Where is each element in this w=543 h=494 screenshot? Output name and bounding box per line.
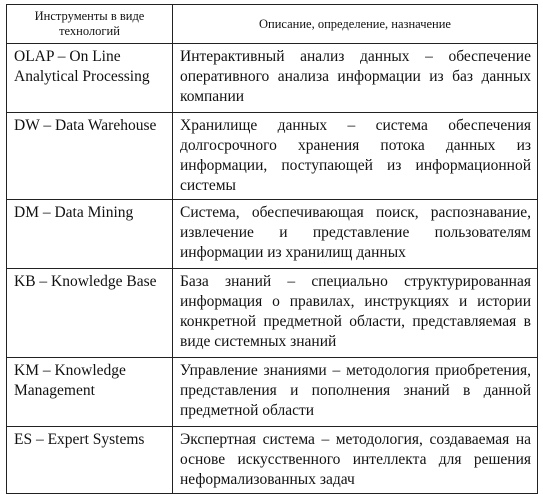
description-cell: Хранилище данных – система обеспечения долгосрочного хранения потока данных из информации, поступающей из информационной системы <box>173 113 538 200</box>
table-row <box>7 200 538 269</box>
table-header-row <box>7 5 538 44</box>
description-cell: База знаний – специально структурированная информация о правилах, инструкциях и истории конкретной предметной области, представляемая в виде системных знаний <box>173 269 538 358</box>
table-row <box>7 427 538 494</box>
table-row <box>7 44 538 113</box>
technology-tools-table <box>6 4 538 494</box>
table-row <box>7 113 538 200</box>
table-row <box>7 358 538 427</box>
description-cell: Управление знаниями – методология приобретения, представления и пополнения знаний в данной предметной области <box>173 358 538 427</box>
tool-cell: DM – Data Mining <box>7 200 173 269</box>
description-cell: Система, обеспечивающая поиск, распознавание, извлечение и представление пользователям информации из хранилищ данных <box>173 200 538 269</box>
column-header-description: Описание, определение, назначение <box>173 5 538 44</box>
description-cell: Экспертная система – методология, создаваемая на основе искусственного интеллекта для решения неформализованных задач <box>173 427 538 494</box>
tool-cell: OLAP – On Line Analytical Processing <box>7 44 173 113</box>
table-row <box>7 269 538 358</box>
tool-cell: DW – Data Warehouse <box>7 113 173 200</box>
description-cell: Интерактивный анализ данных – обеспечение оперативного анализа информации из баз данных компании <box>173 44 538 113</box>
tool-cell: ES – Expert Systems <box>7 427 173 494</box>
column-header-tools: Инструменты в виде технологий <box>7 5 173 44</box>
tool-cell: KB – Knowledge Base <box>7 269 173 358</box>
tool-cell: KM – Knowledge Management <box>7 358 173 427</box>
